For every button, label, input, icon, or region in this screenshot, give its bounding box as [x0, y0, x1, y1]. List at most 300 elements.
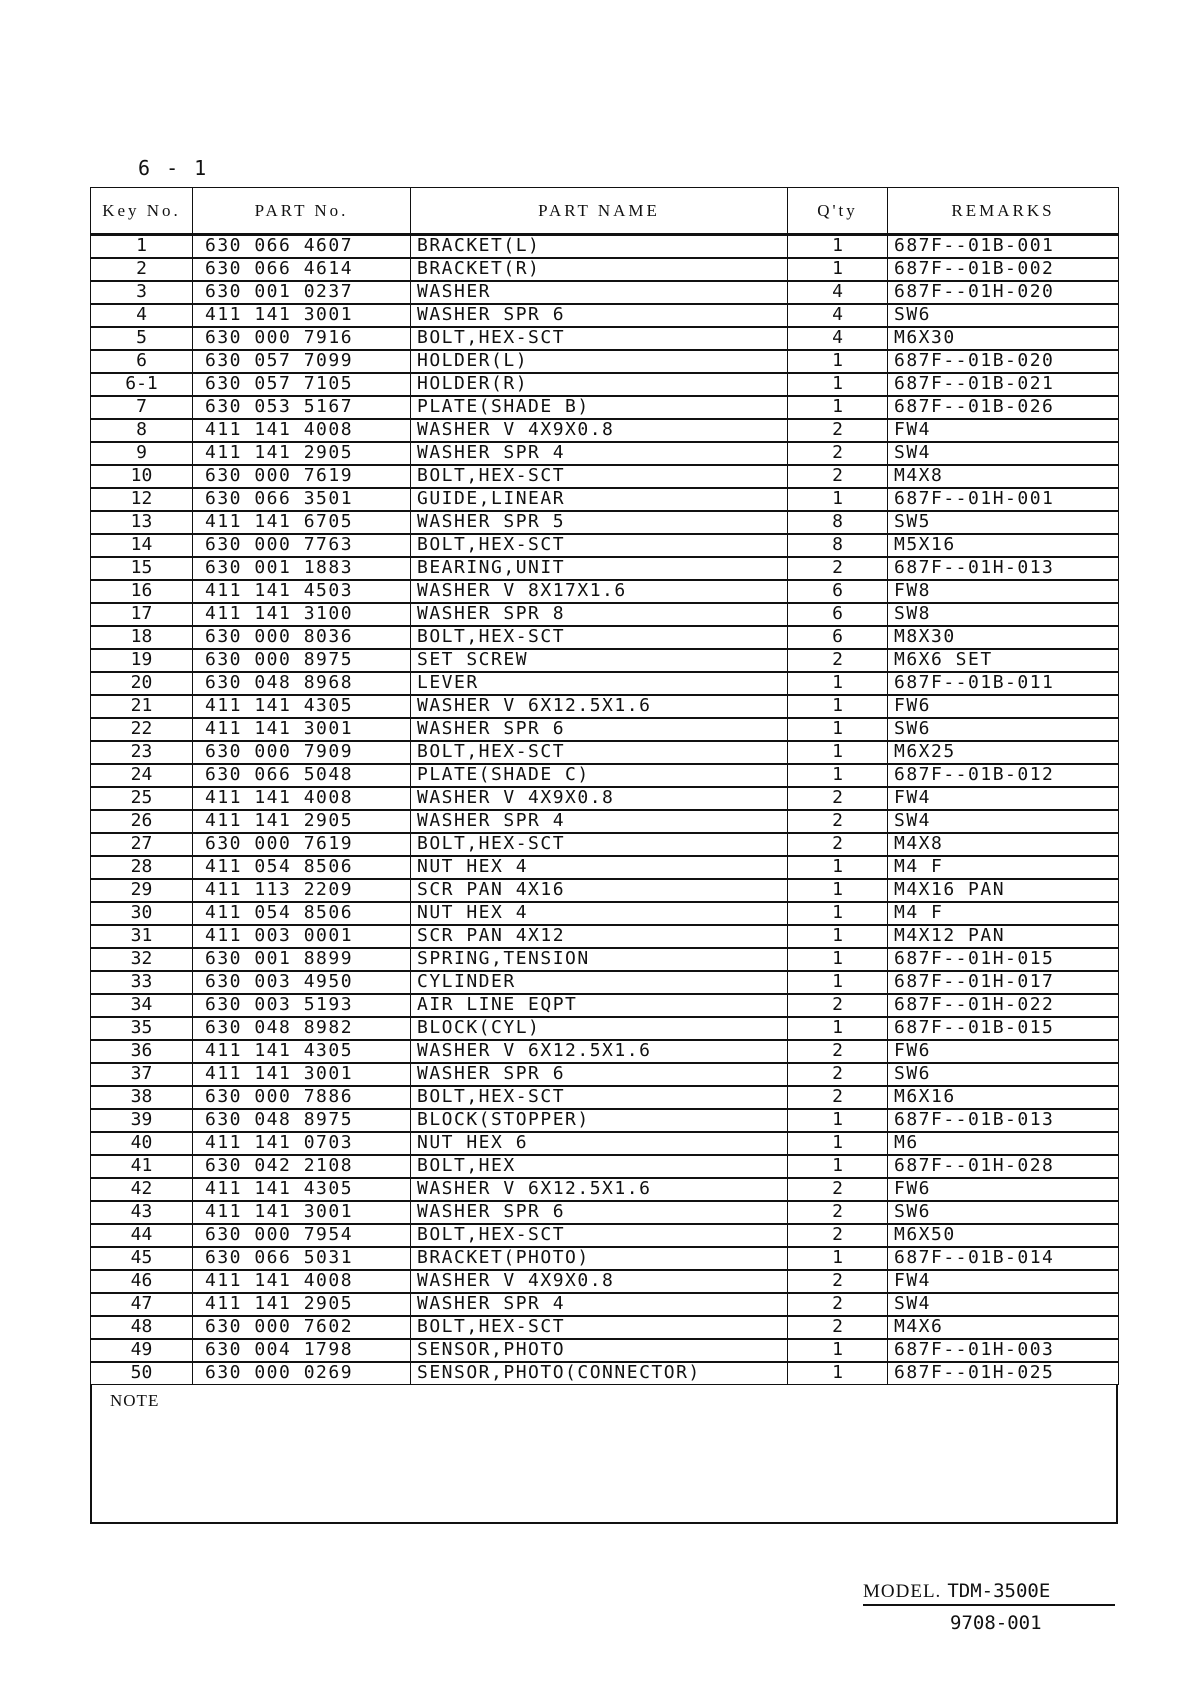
cell-part-no: 630 000 7916 — [193, 327, 411, 350]
cell-remarks: M4 F — [888, 902, 1119, 925]
cell-part-no: 630 048 8982 — [193, 1017, 411, 1040]
table-row — [91, 373, 1119, 396]
cell-key-no: 10 — [91, 465, 193, 488]
cell-part-name: WASHER SPR 4 — [411, 442, 788, 465]
cell-quantity: 4 — [788, 304, 888, 327]
cell-quantity: 2 — [788, 649, 888, 672]
cell-quantity: 2 — [788, 557, 888, 580]
cell-key-no: 35 — [91, 1017, 193, 1040]
table-row — [91, 626, 1119, 649]
cell-part-no: 630 000 7619 — [193, 465, 411, 488]
cell-part-name: LEVER — [411, 672, 788, 695]
cell-part-no: 630 001 8899 — [193, 948, 411, 971]
cell-part-name: BLOCK(STOPPER) — [411, 1109, 788, 1132]
table-row — [91, 442, 1119, 465]
cell-part-no: 411 141 3100 — [193, 603, 411, 626]
table-row — [91, 948, 1119, 971]
cell-remarks: M4X8 — [888, 465, 1119, 488]
cell-part-no: 630 000 7909 — [193, 741, 411, 764]
cell-part-no: 411 141 0703 — [193, 1132, 411, 1155]
cell-key-no: 48 — [91, 1316, 193, 1339]
document-number: 9708-001 — [950, 1612, 1042, 1634]
header-part-name: PART NAME — [411, 188, 788, 235]
cell-part-name: WASHER SPR 5 — [411, 511, 788, 534]
cell-remarks: M6X50 — [888, 1224, 1119, 1247]
cell-quantity: 2 — [788, 419, 888, 442]
cell-part-name: AIR LINE EQPT — [411, 994, 788, 1017]
table-row — [91, 465, 1119, 488]
cell-part-name: PLATE(SHADE C) — [411, 764, 788, 787]
cell-key-no: 3 — [91, 281, 193, 304]
cell-part-no: 411 141 4305 — [193, 1178, 411, 1201]
table-row — [91, 1247, 1119, 1270]
cell-part-no: 411 141 3001 — [193, 718, 411, 741]
cell-key-no: 18 — [91, 626, 193, 649]
cell-remarks: 687F--01H-025 — [888, 1362, 1119, 1385]
cell-part-name: BOLT,HEX-SCT — [411, 534, 788, 557]
cell-key-no: 41 — [91, 1155, 193, 1178]
cell-quantity: 1 — [788, 925, 888, 948]
table-row — [91, 1270, 1119, 1293]
cell-remarks: SW4 — [888, 810, 1119, 833]
cell-quantity: 2 — [788, 1316, 888, 1339]
cell-part-no: 411 141 4305 — [193, 1040, 411, 1063]
cell-remarks: 687F--01H-003 — [888, 1339, 1119, 1362]
cell-part-name: BLOCK(CYL) — [411, 1017, 788, 1040]
cell-part-name: WASHER V 4X9X0.8 — [411, 419, 788, 442]
cell-part-name: BOLT,HEX-SCT — [411, 741, 788, 764]
table-row — [91, 511, 1119, 534]
cell-part-no: 411 141 4008 — [193, 419, 411, 442]
table-row — [91, 1132, 1119, 1155]
cell-part-name: WASHER V 4X9X0.8 — [411, 787, 788, 810]
table-row — [91, 1316, 1119, 1339]
cell-part-name: SET SCREW — [411, 649, 788, 672]
cell-quantity: 8 — [788, 511, 888, 534]
table-row — [91, 419, 1119, 442]
table-row — [91, 833, 1119, 856]
table-row — [91, 1155, 1119, 1178]
cell-remarks: 687F--01B-026 — [888, 396, 1119, 419]
cell-quantity: 1 — [788, 856, 888, 879]
table-row — [91, 304, 1119, 327]
table-row — [91, 1339, 1119, 1362]
cell-quantity: 1 — [788, 902, 888, 925]
cell-part-no: 630 004 1798 — [193, 1339, 411, 1362]
cell-quantity: 1 — [788, 1109, 888, 1132]
cell-quantity: 2 — [788, 1178, 888, 1201]
cell-remarks: 687F--01H-013 — [888, 557, 1119, 580]
cell-part-no: 411 141 3001 — [193, 304, 411, 327]
cell-part-name: HOLDER(L) — [411, 350, 788, 373]
cell-part-name: WASHER SPR 6 — [411, 1063, 788, 1086]
cell-quantity: 1 — [788, 396, 888, 419]
table-row — [91, 810, 1119, 833]
cell-remarks: M6X16 — [888, 1086, 1119, 1109]
table-row — [91, 327, 1119, 350]
cell-quantity: 6 — [788, 603, 888, 626]
cell-part-no: 630 000 7619 — [193, 833, 411, 856]
cell-key-no: 36 — [91, 1040, 193, 1063]
note-box — [90, 1385, 1118, 1524]
table-row — [91, 1293, 1119, 1316]
cell-remarks: FW4 — [888, 787, 1119, 810]
cell-part-no: 630 000 0269 — [193, 1362, 411, 1385]
cell-part-name: WASHER V 8X17X1.6 — [411, 580, 788, 603]
cell-quantity: 2 — [788, 1063, 888, 1086]
cell-remarks: M4X8 — [888, 833, 1119, 856]
table-row — [91, 1063, 1119, 1086]
cell-remarks: 687F--01B-012 — [888, 764, 1119, 787]
cell-quantity: 1 — [788, 235, 888, 258]
cell-part-no: 411 141 3001 — [193, 1201, 411, 1224]
cell-key-no: 27 — [91, 833, 193, 856]
cell-part-no: 411 141 4305 — [193, 695, 411, 718]
cell-part-no: 411 141 4503 — [193, 580, 411, 603]
cell-key-no: 22 — [91, 718, 193, 741]
cell-remarks: FW6 — [888, 1040, 1119, 1063]
cell-remarks: 687F--01B-015 — [888, 1017, 1119, 1040]
cell-key-no: 49 — [91, 1339, 193, 1362]
cell-quantity: 1 — [788, 1155, 888, 1178]
cell-key-no: 32 — [91, 948, 193, 971]
cell-part-name: GUIDE,LINEAR — [411, 488, 788, 511]
cell-part-no: 411 003 0001 — [193, 925, 411, 948]
cell-key-no: 6-1 — [91, 373, 193, 396]
cell-part-no: 630 001 1883 — [193, 557, 411, 580]
cell-remarks: M6 — [888, 1132, 1119, 1155]
cell-quantity: 2 — [788, 994, 888, 1017]
cell-quantity: 8 — [788, 534, 888, 557]
cell-key-no: 4 — [91, 304, 193, 327]
table-row — [91, 258, 1119, 281]
cell-part-no: 630 048 8975 — [193, 1109, 411, 1132]
cell-key-no: 50 — [91, 1362, 193, 1385]
table-row — [91, 235, 1119, 258]
cell-remarks: 687F--01B-013 — [888, 1109, 1119, 1132]
cell-quantity: 1 — [788, 1362, 888, 1385]
cell-part-name: WASHER V 6X12.5X1.6 — [411, 1040, 788, 1063]
table-row — [91, 1178, 1119, 1201]
table-row — [91, 580, 1119, 603]
cell-remarks: FW4 — [888, 419, 1119, 442]
cell-remarks: SW8 — [888, 603, 1119, 626]
cell-part-name: WASHER V 4X9X0.8 — [411, 1270, 788, 1293]
cell-quantity: 2 — [788, 787, 888, 810]
cell-quantity: 1 — [788, 672, 888, 695]
cell-part-name: WASHER SPR 6 — [411, 1201, 788, 1224]
cell-part-name: WASHER — [411, 281, 788, 304]
cell-quantity: 2 — [788, 442, 888, 465]
cell-quantity: 1 — [788, 948, 888, 971]
cell-remarks: 687F--01H-017 — [888, 971, 1119, 994]
cell-key-no: 21 — [91, 695, 193, 718]
table-row — [91, 741, 1119, 764]
cell-quantity: 2 — [788, 1086, 888, 1109]
cell-part-name: BOLT,HEX-SCT — [411, 327, 788, 350]
model-value: TDM-3500E — [947, 1580, 1051, 1602]
cell-part-no: 411 054 8506 — [193, 902, 411, 925]
cell-part-no: 630 066 4614 — [193, 258, 411, 281]
cell-remarks: M4X16 PAN — [888, 879, 1119, 902]
cell-part-no: 630 042 2108 — [193, 1155, 411, 1178]
table-row — [91, 695, 1119, 718]
cell-remarks: 687F--01B-021 — [888, 373, 1119, 396]
table-row — [91, 534, 1119, 557]
cell-part-no: 411 141 6705 — [193, 511, 411, 534]
cell-remarks: 687F--01H-020 — [888, 281, 1119, 304]
table-row — [91, 672, 1119, 695]
table-row — [91, 396, 1119, 419]
cell-quantity: 6 — [788, 626, 888, 649]
cell-key-no: 15 — [91, 557, 193, 580]
cell-part-no: 630 066 4607 — [193, 235, 411, 258]
header-qty: Q'ty — [788, 188, 888, 235]
cell-key-no: 38 — [91, 1086, 193, 1109]
cell-part-name: BRACKET(PHOTO) — [411, 1247, 788, 1270]
cell-part-no: 630 000 8975 — [193, 649, 411, 672]
cell-key-no: 30 — [91, 902, 193, 925]
cell-part-no: 630 003 4950 — [193, 971, 411, 994]
cell-quantity: 1 — [788, 373, 888, 396]
cell-quantity: 2 — [788, 1040, 888, 1063]
cell-remarks: SW6 — [888, 718, 1119, 741]
cell-quantity: 4 — [788, 327, 888, 350]
cell-key-no: 7 — [91, 396, 193, 419]
cell-key-no: 8 — [91, 419, 193, 442]
cell-part-name: WASHER V 6X12.5X1.6 — [411, 1178, 788, 1201]
cell-part-name: HOLDER(R) — [411, 373, 788, 396]
cell-part-name: SENSOR,PHOTO(CONNECTOR) — [411, 1362, 788, 1385]
cell-part-name: SCR PAN 4X12 — [411, 925, 788, 948]
cell-remarks: FW8 — [888, 580, 1119, 603]
cell-key-no: 33 — [91, 971, 193, 994]
cell-remarks: SW5 — [888, 511, 1119, 534]
cell-part-name: BRACKET(L) — [411, 235, 788, 258]
cell-key-no: 40 — [91, 1132, 193, 1155]
cell-part-name: BOLT,HEX-SCT — [411, 1086, 788, 1109]
cell-part-name: BOLT,HEX-SCT — [411, 833, 788, 856]
cell-part-no: 630 000 8036 — [193, 626, 411, 649]
cell-part-name: CYLINDER — [411, 971, 788, 994]
cell-part-name: SENSOR,PHOTO — [411, 1339, 788, 1362]
cell-part-no: 630 066 5048 — [193, 764, 411, 787]
cell-part-no: 411 113 2209 — [193, 879, 411, 902]
table-row — [91, 764, 1119, 787]
cell-part-name: PLATE(SHADE B) — [411, 396, 788, 419]
cell-remarks: 687F--01B-002 — [888, 258, 1119, 281]
cell-remarks: SW6 — [888, 304, 1119, 327]
cell-remarks: SW4 — [888, 442, 1119, 465]
cell-remarks: M5X16 — [888, 534, 1119, 557]
cell-remarks: 687F--01H-022 — [888, 994, 1119, 1017]
cell-part-no: 411 054 8506 — [193, 856, 411, 879]
page-section-number: 6 - 1 — [138, 156, 209, 180]
cell-remarks: FW6 — [888, 1178, 1119, 1201]
table-header-row — [91, 188, 1119, 235]
cell-key-no: 39 — [91, 1109, 193, 1132]
note-label: NOTE — [110, 1391, 160, 1410]
cell-quantity: 2 — [788, 1270, 888, 1293]
cell-part-no: 411 141 2905 — [193, 442, 411, 465]
cell-part-name: BEARING,UNIT — [411, 557, 788, 580]
cell-part-no: 630 001 0237 — [193, 281, 411, 304]
cell-part-no: 411 141 4008 — [193, 787, 411, 810]
cell-quantity: 1 — [788, 1017, 888, 1040]
parts-sheet — [90, 187, 1118, 1524]
cell-quantity: 1 — [788, 879, 888, 902]
cell-part-name: SPRING,TENSION — [411, 948, 788, 971]
cell-quantity: 2 — [788, 1293, 888, 1316]
cell-remarks: 687F--01B-020 — [888, 350, 1119, 373]
table-row — [91, 902, 1119, 925]
cell-key-no: 44 — [91, 1224, 193, 1247]
header-key-no: Key No. — [91, 188, 193, 235]
model-block — [863, 1580, 1115, 1606]
cell-key-no: 20 — [91, 672, 193, 695]
cell-quantity: 1 — [788, 1339, 888, 1362]
table-row — [91, 787, 1119, 810]
table-row — [91, 718, 1119, 741]
cell-part-name: BOLT,HEX-SCT — [411, 465, 788, 488]
cell-part-no: 411 141 3001 — [193, 1063, 411, 1086]
cell-key-no: 25 — [91, 787, 193, 810]
cell-key-no: 42 — [91, 1178, 193, 1201]
cell-key-no: 46 — [91, 1270, 193, 1293]
cell-part-name: WASHER SPR 8 — [411, 603, 788, 626]
cell-part-name: NUT HEX 4 — [411, 856, 788, 879]
cell-key-no: 26 — [91, 810, 193, 833]
table-row — [91, 649, 1119, 672]
table-row — [91, 1109, 1119, 1132]
cell-key-no: 5 — [91, 327, 193, 350]
cell-remarks: FW6 — [888, 695, 1119, 718]
cell-part-no: 630 000 7602 — [193, 1316, 411, 1339]
cell-key-no: 45 — [91, 1247, 193, 1270]
cell-part-no: 411 141 2905 — [193, 1293, 411, 1316]
cell-quantity: 4 — [788, 281, 888, 304]
cell-part-no: 630 048 8968 — [193, 672, 411, 695]
cell-part-no: 630 053 5167 — [193, 396, 411, 419]
cell-key-no: 12 — [91, 488, 193, 511]
cell-part-no: 411 141 2905 — [193, 810, 411, 833]
cell-key-no: 37 — [91, 1063, 193, 1086]
cell-remarks: M8X30 — [888, 626, 1119, 649]
table-row — [91, 603, 1119, 626]
table-row — [91, 925, 1119, 948]
header-remarks: REMARKS — [888, 188, 1119, 235]
cell-key-no: 31 — [91, 925, 193, 948]
cell-key-no: 23 — [91, 741, 193, 764]
cell-part-name: BOLT,HEX — [411, 1155, 788, 1178]
cell-key-no: 43 — [91, 1201, 193, 1224]
cell-part-name: WASHER SPR 4 — [411, 810, 788, 833]
cell-remarks: M6X30 — [888, 327, 1119, 350]
cell-part-no: 630 066 3501 — [193, 488, 411, 511]
cell-quantity: 1 — [788, 764, 888, 787]
cell-part-name: SCR PAN 4X16 — [411, 879, 788, 902]
table-row — [91, 1017, 1119, 1040]
cell-remarks: M6X6 SET — [888, 649, 1119, 672]
table-row — [91, 971, 1119, 994]
header-part-no: PART No. — [193, 188, 411, 235]
cell-key-no: 9 — [91, 442, 193, 465]
cell-key-no: 6 — [91, 350, 193, 373]
table-row — [91, 994, 1119, 1017]
cell-remarks: 687F--01H-028 — [888, 1155, 1119, 1178]
table-row — [91, 879, 1119, 902]
cell-quantity: 1 — [788, 1247, 888, 1270]
table-row — [91, 488, 1119, 511]
cell-part-no: 411 141 4008 — [193, 1270, 411, 1293]
cell-key-no: 47 — [91, 1293, 193, 1316]
cell-remarks: 687F--01H-015 — [888, 948, 1119, 971]
cell-remarks: SW4 — [888, 1293, 1119, 1316]
cell-key-no: 34 — [91, 994, 193, 1017]
cell-quantity: 1 — [788, 258, 888, 281]
cell-part-name: NUT HEX 6 — [411, 1132, 788, 1155]
cell-key-no: 2 — [91, 258, 193, 281]
cell-quantity: 1 — [788, 1132, 888, 1155]
table-row — [91, 1201, 1119, 1224]
table-row — [91, 557, 1119, 580]
table-row — [91, 1040, 1119, 1063]
cell-part-no: 630 066 5031 — [193, 1247, 411, 1270]
cell-quantity: 6 — [788, 580, 888, 603]
cell-key-no: 17 — [91, 603, 193, 626]
table-row — [91, 1086, 1119, 1109]
cell-part-name: BOLT,HEX-SCT — [411, 626, 788, 649]
table-row — [91, 856, 1119, 879]
cell-remarks: 687F--01B-011 — [888, 672, 1119, 695]
cell-part-name: WASHER SPR 4 — [411, 1293, 788, 1316]
cell-remarks: M6X25 — [888, 741, 1119, 764]
cell-remarks: 687F--01B-001 — [888, 235, 1119, 258]
cell-part-no: 630 003 5193 — [193, 994, 411, 1017]
cell-remarks: SW6 — [888, 1201, 1119, 1224]
cell-part-no: 630 000 7954 — [193, 1224, 411, 1247]
cell-part-no: 630 057 7105 — [193, 373, 411, 396]
cell-part-name: WASHER SPR 6 — [411, 304, 788, 327]
cell-quantity: 1 — [788, 695, 888, 718]
cell-key-no: 29 — [91, 879, 193, 902]
model-label: MODEL. — [863, 1581, 942, 1602]
cell-quantity: 2 — [788, 833, 888, 856]
cell-key-no: 24 — [91, 764, 193, 787]
table-row — [91, 281, 1119, 304]
cell-part-name: WASHER V 6X12.5X1.6 — [411, 695, 788, 718]
cell-remarks: M4X12 PAN — [888, 925, 1119, 948]
cell-remarks: 687F--01B-014 — [888, 1247, 1119, 1270]
table-row — [91, 350, 1119, 373]
cell-part-name: BOLT,HEX-SCT — [411, 1224, 788, 1247]
cell-key-no: 19 — [91, 649, 193, 672]
cell-key-no: 13 — [91, 511, 193, 534]
cell-quantity: 2 — [788, 1224, 888, 1247]
cell-remarks: M4 F — [888, 856, 1119, 879]
cell-part-name: BOLT,HEX-SCT — [411, 1316, 788, 1339]
cell-quantity: 1 — [788, 971, 888, 994]
cell-part-no: 630 000 7886 — [193, 1086, 411, 1109]
cell-key-no: 28 — [91, 856, 193, 879]
cell-quantity: 2 — [788, 1201, 888, 1224]
cell-key-no: 1 — [91, 235, 193, 258]
cell-quantity: 1 — [788, 488, 888, 511]
cell-part-no: 630 057 7099 — [193, 350, 411, 373]
cell-remarks: 687F--01H-001 — [888, 488, 1119, 511]
table-row — [91, 1224, 1119, 1247]
parts-list-table — [90, 187, 1119, 1385]
